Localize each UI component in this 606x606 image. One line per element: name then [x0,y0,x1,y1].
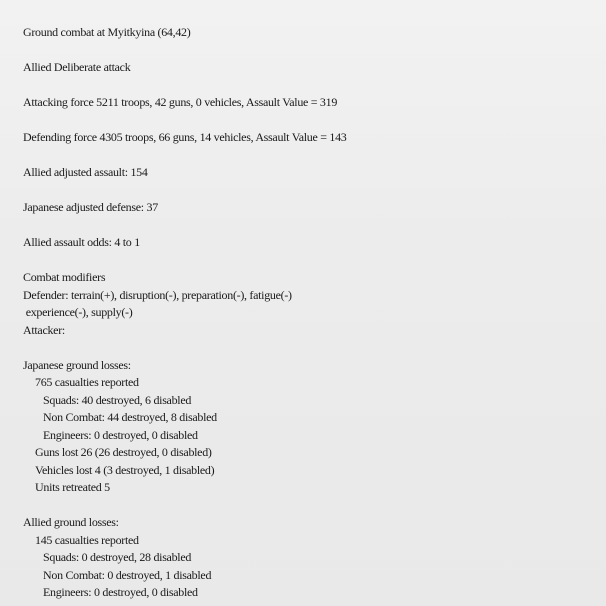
allied-non-combat-lost: Non Combat: 0 destroyed, 1 disabled [43,567,212,582]
japanese-losses-heading: Japanese ground losses: [23,357,131,372]
japanese-non-combat-lost: Non Combat: 44 destroyed, 8 disabled [43,410,217,424]
combat-report-text [23,24,593,602]
defender-modifiers-line-1: Defender: terrain(+), disruption(-), preparation(-), fatigue(-) [23,287,292,302]
allied-adjusted-assault: Allied adjusted assault: 154 [23,165,148,179]
japanese-engineers-lost: Engineers: 0 destroyed, 0 disabled [43,427,198,442]
japanese-units-retreated: Units retreated 5 [35,480,110,494]
japanese-squads-lost: Squads: 40 destroyed, 6 disabled [43,392,192,407]
attack-type: Allied Deliberate attack [23,60,131,74]
japanese-vehicles-lost: Vehicles lost 4 (3 destroyed, 1 disabled) [35,462,215,477]
report-title: Ground combat at Myitkyina (64,42) [23,25,191,39]
japanese-losses-section [23,357,593,497]
attacking-force: Attacking force 5211 troops, 42 guns, 0 vehicles, Assault Value = 319 [23,95,338,109]
allied-engineers-lost: Engineers: 0 destroyed, 0 disabled [43,585,198,599]
japanese-guns-lost: Guns lost 26 (26 destroyed, 0 disabled) [35,445,212,459]
allied-losses-section [23,514,593,602]
allied-losses-heading: Allied ground losses: [23,515,119,529]
japanese-adjusted-defense: Japanese adjusted defense: 37 [23,200,158,214]
combat-modifiers-section [23,269,593,339]
defender-modifiers-line-2: experience(-), supply(-) [23,305,133,319]
assault-odds: Allied assault odds: 4 to 1 [23,235,140,249]
japanese-casualties: 765 casualties reported [35,375,139,389]
defending-force: Defending force 4305 troops, 66 guns, 14 vehicles, Assault Value = 143 [23,130,347,144]
allied-squads-lost: Squads: 0 destroyed, 28 disabled [43,550,192,564]
combat-modifiers-heading: Combat modifiers [23,270,106,284]
allied-casualties: 145 casualties reported [35,532,139,547]
attacker-modifiers: Attacker: [23,322,65,337]
